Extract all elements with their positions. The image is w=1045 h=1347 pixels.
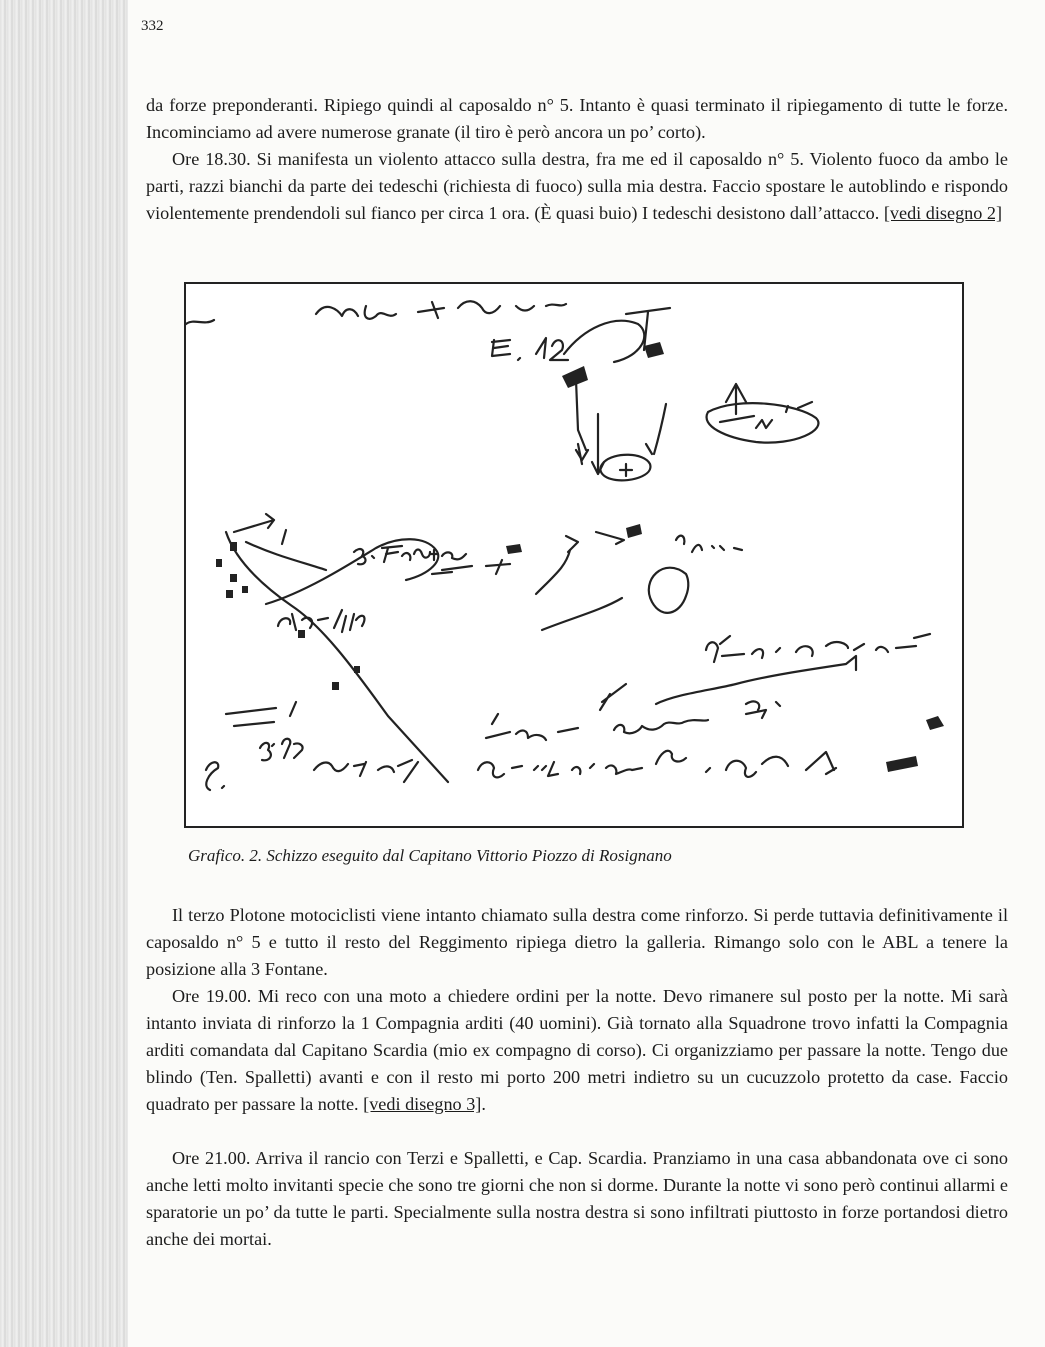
paragraph-2 [146,146,1008,227]
book-binding-shadow [0,0,128,1347]
paragraph-5: Ore 21.00. Arriva il rancio con Terzi e Spalletti, e Cap. Scardia. Pranziamo in una casa abbandonata ove ci sono anche letti molto invitanti specie che sono tre giorni che non si dorme. Durante la notte vi sono però continui allarmi e sparatorie un po’ da tutte le parti. Specialmente sulla nostra destra si sono infiltrati piuttosto in forze portandosi dietro anche dei mortai. [146,1148,1008,1249]
battle-sketch-drawing [186,284,964,828]
paragraph-1: da forze preponderanti. Ripiego quindi al caposaldo n° 5. Intanto è quasi terminato il ripiegamento di tutte le forze. Incominciamo ad avere numerose granate (il tiro è però ancora un po’ corto). [146,95,1008,142]
figure-caption: Grafico. 2. Schizzo eseguito dal Capitano Vittorio Piozzo di Rosignano [188,846,672,865]
paragraph-3: Il terzo Plotone motociclisti viene intanto chiamato sulla destra come rinforzo. Si perde tuttavia definitivamente il caposaldo n° 5 e tutto il resto del Reggimento ripiega dietro la galleria. Rimango solo con le ABL a tenere la posizione alla 3 Fontane. [146,905,1008,979]
sketch-figure [184,282,964,828]
drawing-3-reference: [vedi disegno 3] [363,1094,482,1114]
paragraph-4-end: . [481,1094,486,1114]
page-number: 332 [141,18,164,34]
paragraph-4-text: Ore 19.00. Mi reco con una moto a chiedere ordini per la notte. Devo rimanere sul posto per la notte. Mi sarà intanto inviata di rinforzo la 1 Compagnia arditi (40 uomini). Già tornato alla Squadrone trovo infatti la Compagnia arditi comandata dal Capitano Scardia (mio ex compagno di corso). Ci organizziamo per passare la notte. Tengo due blindo (Ten. Spalletti) avanti e con il resto mi porto 200 metri indietro su un cucuzzolo protetto da case. Faccio quadrato per passare la notte. [146,986,1008,1114]
drawing-2-reference: [vedi disegno 2] [883,203,1003,223]
paragraph-2-text: Ore 18.30. Si manifesta un violento attacco sulla destra, fra me ed il caposaldo n° 5. Violento fuoco da ambo le parti, razzi bianchi da parte dei tedeschi (richiesta di fuoco) sulla mia destra. Faccio spostare le autoblindo e rispondo violentemente prendendoli sul fianco per circa 1 ora. (È quasi buio) I tedeschi desistono dall’attacco. [146,149,1008,223]
paragraph-4 [146,983,1008,1118]
